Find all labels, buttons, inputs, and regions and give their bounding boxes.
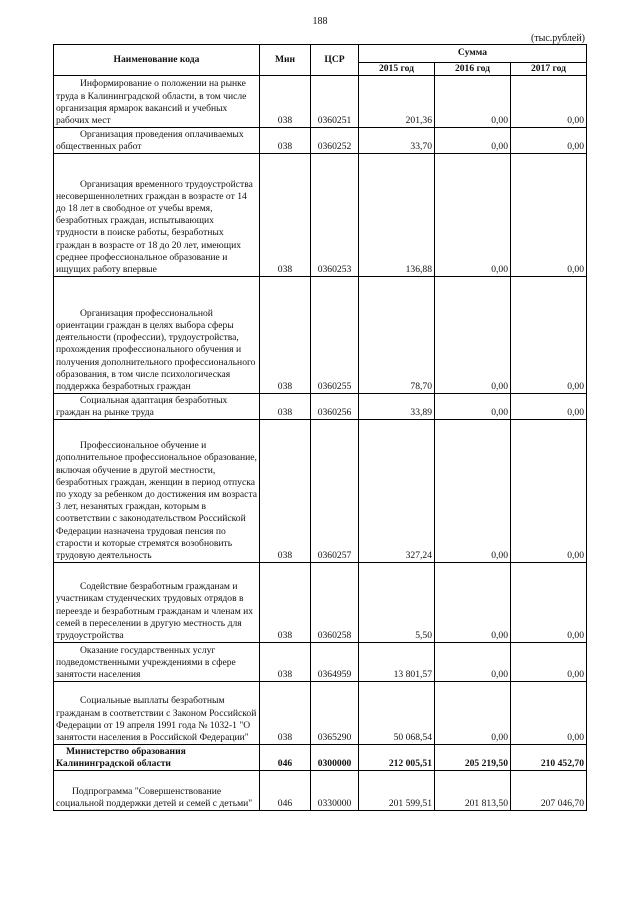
budget-table [53, 44, 587, 811]
row-name: Оказание государственных услуг подведомственными учреждениями в сфере занятости населения [56, 644, 236, 680]
row-name: Организация проведения оплачиваемых общественных работ [56, 128, 244, 152]
row-csr: 0300000 [311, 745, 359, 771]
row-csr: 0360251 [311, 76, 359, 128]
row-2017: 210 452,70 [511, 745, 587, 771]
header-2017: 2017 год [511, 63, 587, 76]
unit-note: (тыс.рублей) [530, 33, 585, 44]
row-name: Министерство образования Калининградской области [56, 745, 186, 769]
row-min: 038 [260, 128, 311, 154]
row-2016: 0,00 [435, 643, 511, 682]
row-2015: 50 068,54 [359, 682, 435, 745]
row-2016: 0,00 [435, 394, 511, 420]
row-csr: 0365290 [311, 682, 359, 745]
table-row [54, 394, 587, 420]
row-csr: 0360255 [311, 277, 359, 394]
row-2015: 33,70 [359, 128, 435, 154]
header-min: Мин [260, 45, 311, 76]
table-row [54, 771, 587, 811]
page-number: 188 [312, 16, 328, 27]
row-csr: 0360253 [311, 154, 359, 277]
row-2017: 0,00 [511, 76, 587, 128]
header-csr: ЦСР [311, 45, 359, 76]
row-csr: 0360257 [311, 420, 359, 563]
table-row [54, 745, 587, 771]
header-sum: Сумма [359, 45, 587, 63]
row-min: 038 [260, 394, 311, 420]
row-name: Социальная адаптация безработных граждан на рынке труда [56, 394, 228, 418]
row-csr: 0330000 [311, 771, 359, 811]
row-2016: 0,00 [435, 277, 511, 394]
row-csr: 0360258 [311, 563, 359, 643]
row-2017: 0,00 [511, 682, 587, 745]
row-min: 038 [260, 277, 311, 394]
row-csr: 0360256 [311, 394, 359, 420]
row-min: 038 [260, 76, 311, 128]
row-name: Содействие безработным гражданам и участникам студенческих трудовых отрядов в переезде и безработным гражданам и членам их семей в переселении в другую местность для трудоустройства [56, 581, 254, 641]
table-row [54, 128, 587, 154]
row-csr: 0364959 [311, 643, 359, 682]
row-name: Организация временного трудоустройства несовершеннолетних граждан в возрасте от 14 до 18 лет в свободное от учебы время, безработных граждан, испытывающих трудности в поиске работы, безработных граждан в возрасте от 18 до 20 лет, имеющих среднее профессиональное образование и ищущих работу впервые [56, 178, 253, 275]
row-name: Профессиональное обучение и дополнительное профессиональное образование, включая обучение в другой местности, безработных граждан, женщин в период отпуска по уходу за ребенком до достижения им возраста 3 лет, незанятых граждан, которым в соответствии с законодательством Российской Федерации назначена трудовая пенсия по старости и которые стремятся возобновить трудовую деятельность [56, 440, 258, 561]
row-2015: 201 599,51 [359, 771, 435, 811]
row-2017: 0,00 [511, 128, 587, 154]
row-2015: 78,70 [359, 277, 435, 394]
row-2017: 0,00 [511, 420, 587, 563]
row-2016: 0,00 [435, 76, 511, 128]
row-2015: 201,36 [359, 76, 435, 128]
row-2016: 0,00 [435, 128, 511, 154]
table-row [54, 682, 587, 745]
row-2016: 201 813,50 [435, 771, 511, 811]
row-2015: 33,89 [359, 394, 435, 420]
table-row [54, 154, 587, 277]
row-min: 038 [260, 420, 311, 563]
row-name: Подпрограмма "Совершенствование социальной поддержки детей и семей с детьми" [56, 785, 253, 809]
row-2015: 136,88 [359, 154, 435, 277]
row-name: Социальные выплаты безработным гражданам в соответствии с Законом Российской Федерации от 19 апреля 1991 года № 1032-1 "О занятости населения в Российской Федерации" [56, 695, 257, 743]
table-row [54, 420, 587, 563]
row-min: 038 [260, 643, 311, 682]
row-min: 038 [260, 154, 311, 277]
row-2015: 212 005,51 [359, 745, 435, 771]
row-2015: 327,24 [359, 420, 435, 563]
table-row [54, 563, 587, 643]
row-2016: 0,00 [435, 563, 511, 643]
row-min: 046 [260, 771, 311, 811]
row-2016: 0,00 [435, 682, 511, 745]
row-2017: 0,00 [511, 277, 587, 394]
row-2017: 0,00 [511, 394, 587, 420]
row-2017: 0,00 [511, 643, 587, 682]
row-2016: 205 219,50 [435, 745, 511, 771]
row-2016: 0,00 [435, 420, 511, 563]
table-row [54, 643, 587, 682]
row-min: 038 [260, 563, 311, 643]
header-name: Наименование кода [54, 45, 260, 76]
row-min: 046 [260, 745, 311, 771]
row-min: 038 [260, 682, 311, 745]
header-2015: 2015 год [359, 63, 435, 76]
row-2016: 0,00 [435, 154, 511, 277]
row-name: Информирование о положении на рынке труда в Калининградской области, в том числе организация ярмарок вакансий и учебных рабочих мест [56, 78, 247, 126]
row-2017: 0,00 [511, 563, 587, 643]
row-csr: 0360252 [311, 128, 359, 154]
table-row [54, 76, 587, 128]
table-row [54, 277, 587, 394]
row-2015: 13 801,57 [359, 643, 435, 682]
header-2016: 2016 год [435, 63, 511, 76]
row-2015: 5,50 [359, 563, 435, 643]
row-2017: 0,00 [511, 154, 587, 277]
row-2017: 207 046,70 [511, 771, 587, 811]
row-name: Организация профессиональной ориентации граждан в целях выбора сферы деятельности (профессии), трудоустройства, прохождения профессионального обучения и получения дополнительного профессионального образования, в том числе психологическая поддержка безработных граждан [56, 307, 256, 392]
